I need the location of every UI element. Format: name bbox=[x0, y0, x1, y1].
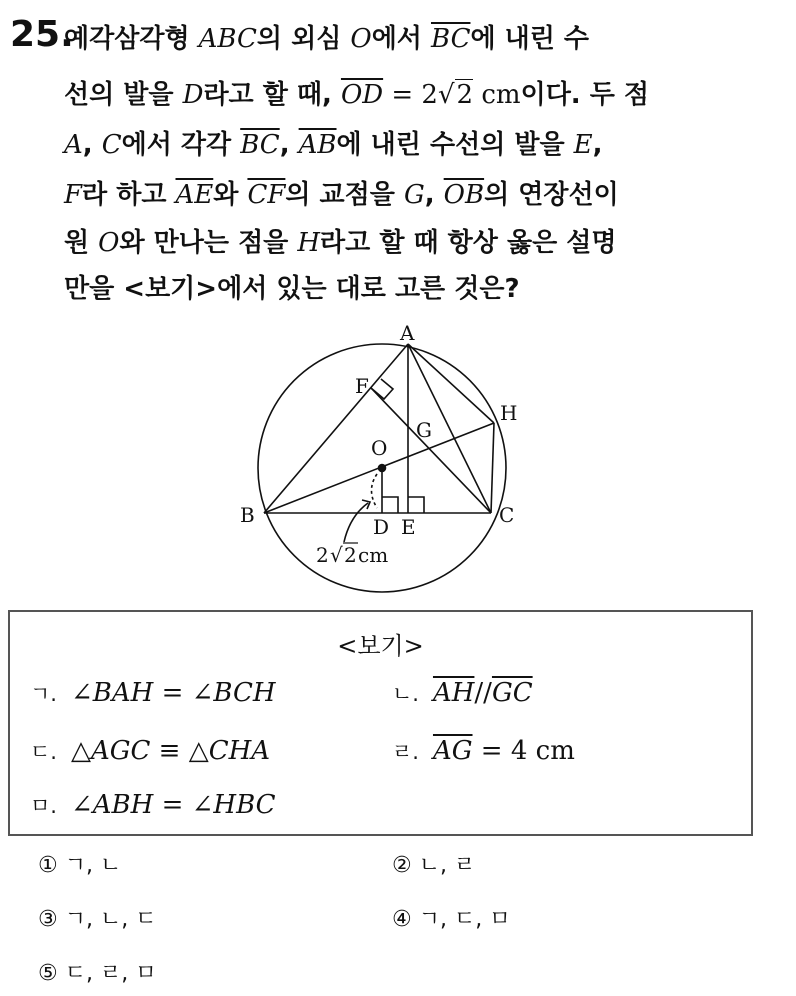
question-line-5: 원 O와 만나는 점을 H라고 할 때 항상 옳은 설명 bbox=[64, 228, 617, 258]
bogi-item-2: ㄴ. $\overline{AH}//\overline{GC}$ bbox=[392, 678, 533, 708]
question-line-2: 선의 발을 D라고 할 때, $\overline{OD} = 2√2$ cm이다. 두 점 bbox=[64, 80, 650, 110]
od-length-radicand: 2 bbox=[344, 543, 357, 567]
label-O: O bbox=[371, 436, 388, 460]
od-length-num: 2 bbox=[316, 543, 329, 567]
segment-AH bbox=[408, 344, 494, 423]
question-line-6: 만을 <보기>에서 있는 대로 고른 것은? bbox=[64, 274, 520, 304]
label-A: A bbox=[400, 321, 415, 345]
center-point-O bbox=[379, 465, 386, 472]
bogi-item-5: ㅁ. ∠ABH = ∠HBC bbox=[30, 790, 276, 820]
od-arrow bbox=[344, 503, 368, 542]
label-F: F bbox=[355, 374, 369, 398]
label-G: G bbox=[416, 418, 432, 442]
label-D: D bbox=[373, 515, 390, 539]
choice-3[interactable]: ③ ㄱ, ㄴ, ㄷ bbox=[38, 907, 157, 932]
choice-4[interactable]: ④ ㄱ, ㄷ, ㅁ bbox=[392, 907, 511, 932]
bogi-item-1: ㄱ. ∠BAH = ∠BCH bbox=[30, 678, 276, 708]
choice-5[interactable]: ⑤ ㄷ, ㄹ, ㅁ bbox=[38, 961, 157, 986]
question-line-4: F라 하고 $\overline{AE}$와 $\overline{CF}$의 교점을 G, $\overline{OB}$의 연장선이 bbox=[64, 180, 619, 210]
right-angle-E bbox=[408, 497, 424, 513]
label-C: C bbox=[499, 503, 515, 527]
geometry-figure bbox=[234, 318, 524, 608]
segment-HC bbox=[491, 423, 494, 513]
bogi-title: <보기> bbox=[337, 632, 424, 660]
side-AB bbox=[264, 344, 408, 513]
altitude-CF bbox=[371, 388, 491, 513]
od-length-radical: √ bbox=[330, 543, 343, 567]
question-line-3: A, C에서 각각 $\overline{BC}$, $\overline{AB}$에 내린 수선의 발을 E, bbox=[64, 130, 603, 160]
label-H: H bbox=[500, 401, 518, 425]
choice-1[interactable]: ① ㄱ, ㄴ bbox=[38, 853, 122, 878]
right-angle-F bbox=[371, 379, 393, 399]
question-number: 25. bbox=[10, 14, 74, 55]
od-length-unit: cm bbox=[358, 543, 389, 567]
right-angle-D bbox=[382, 497, 398, 513]
od-brace bbox=[372, 474, 378, 508]
label-B: B bbox=[240, 503, 255, 527]
bogi-box bbox=[8, 610, 753, 836]
question-line-1: 예각삼각형 ABC의 외심 O에서 $\overline{BC}$에 내린 수 bbox=[64, 24, 590, 54]
bogi-item-3: ㄷ. △AGC ≡ △CHA bbox=[30, 736, 271, 766]
bogi-item-4: ㄹ. $\overline{AG} = 4$ cm bbox=[392, 736, 575, 766]
choice-2[interactable]: ② ㄴ, ㄹ bbox=[392, 853, 476, 878]
label-E: E bbox=[401, 515, 416, 539]
